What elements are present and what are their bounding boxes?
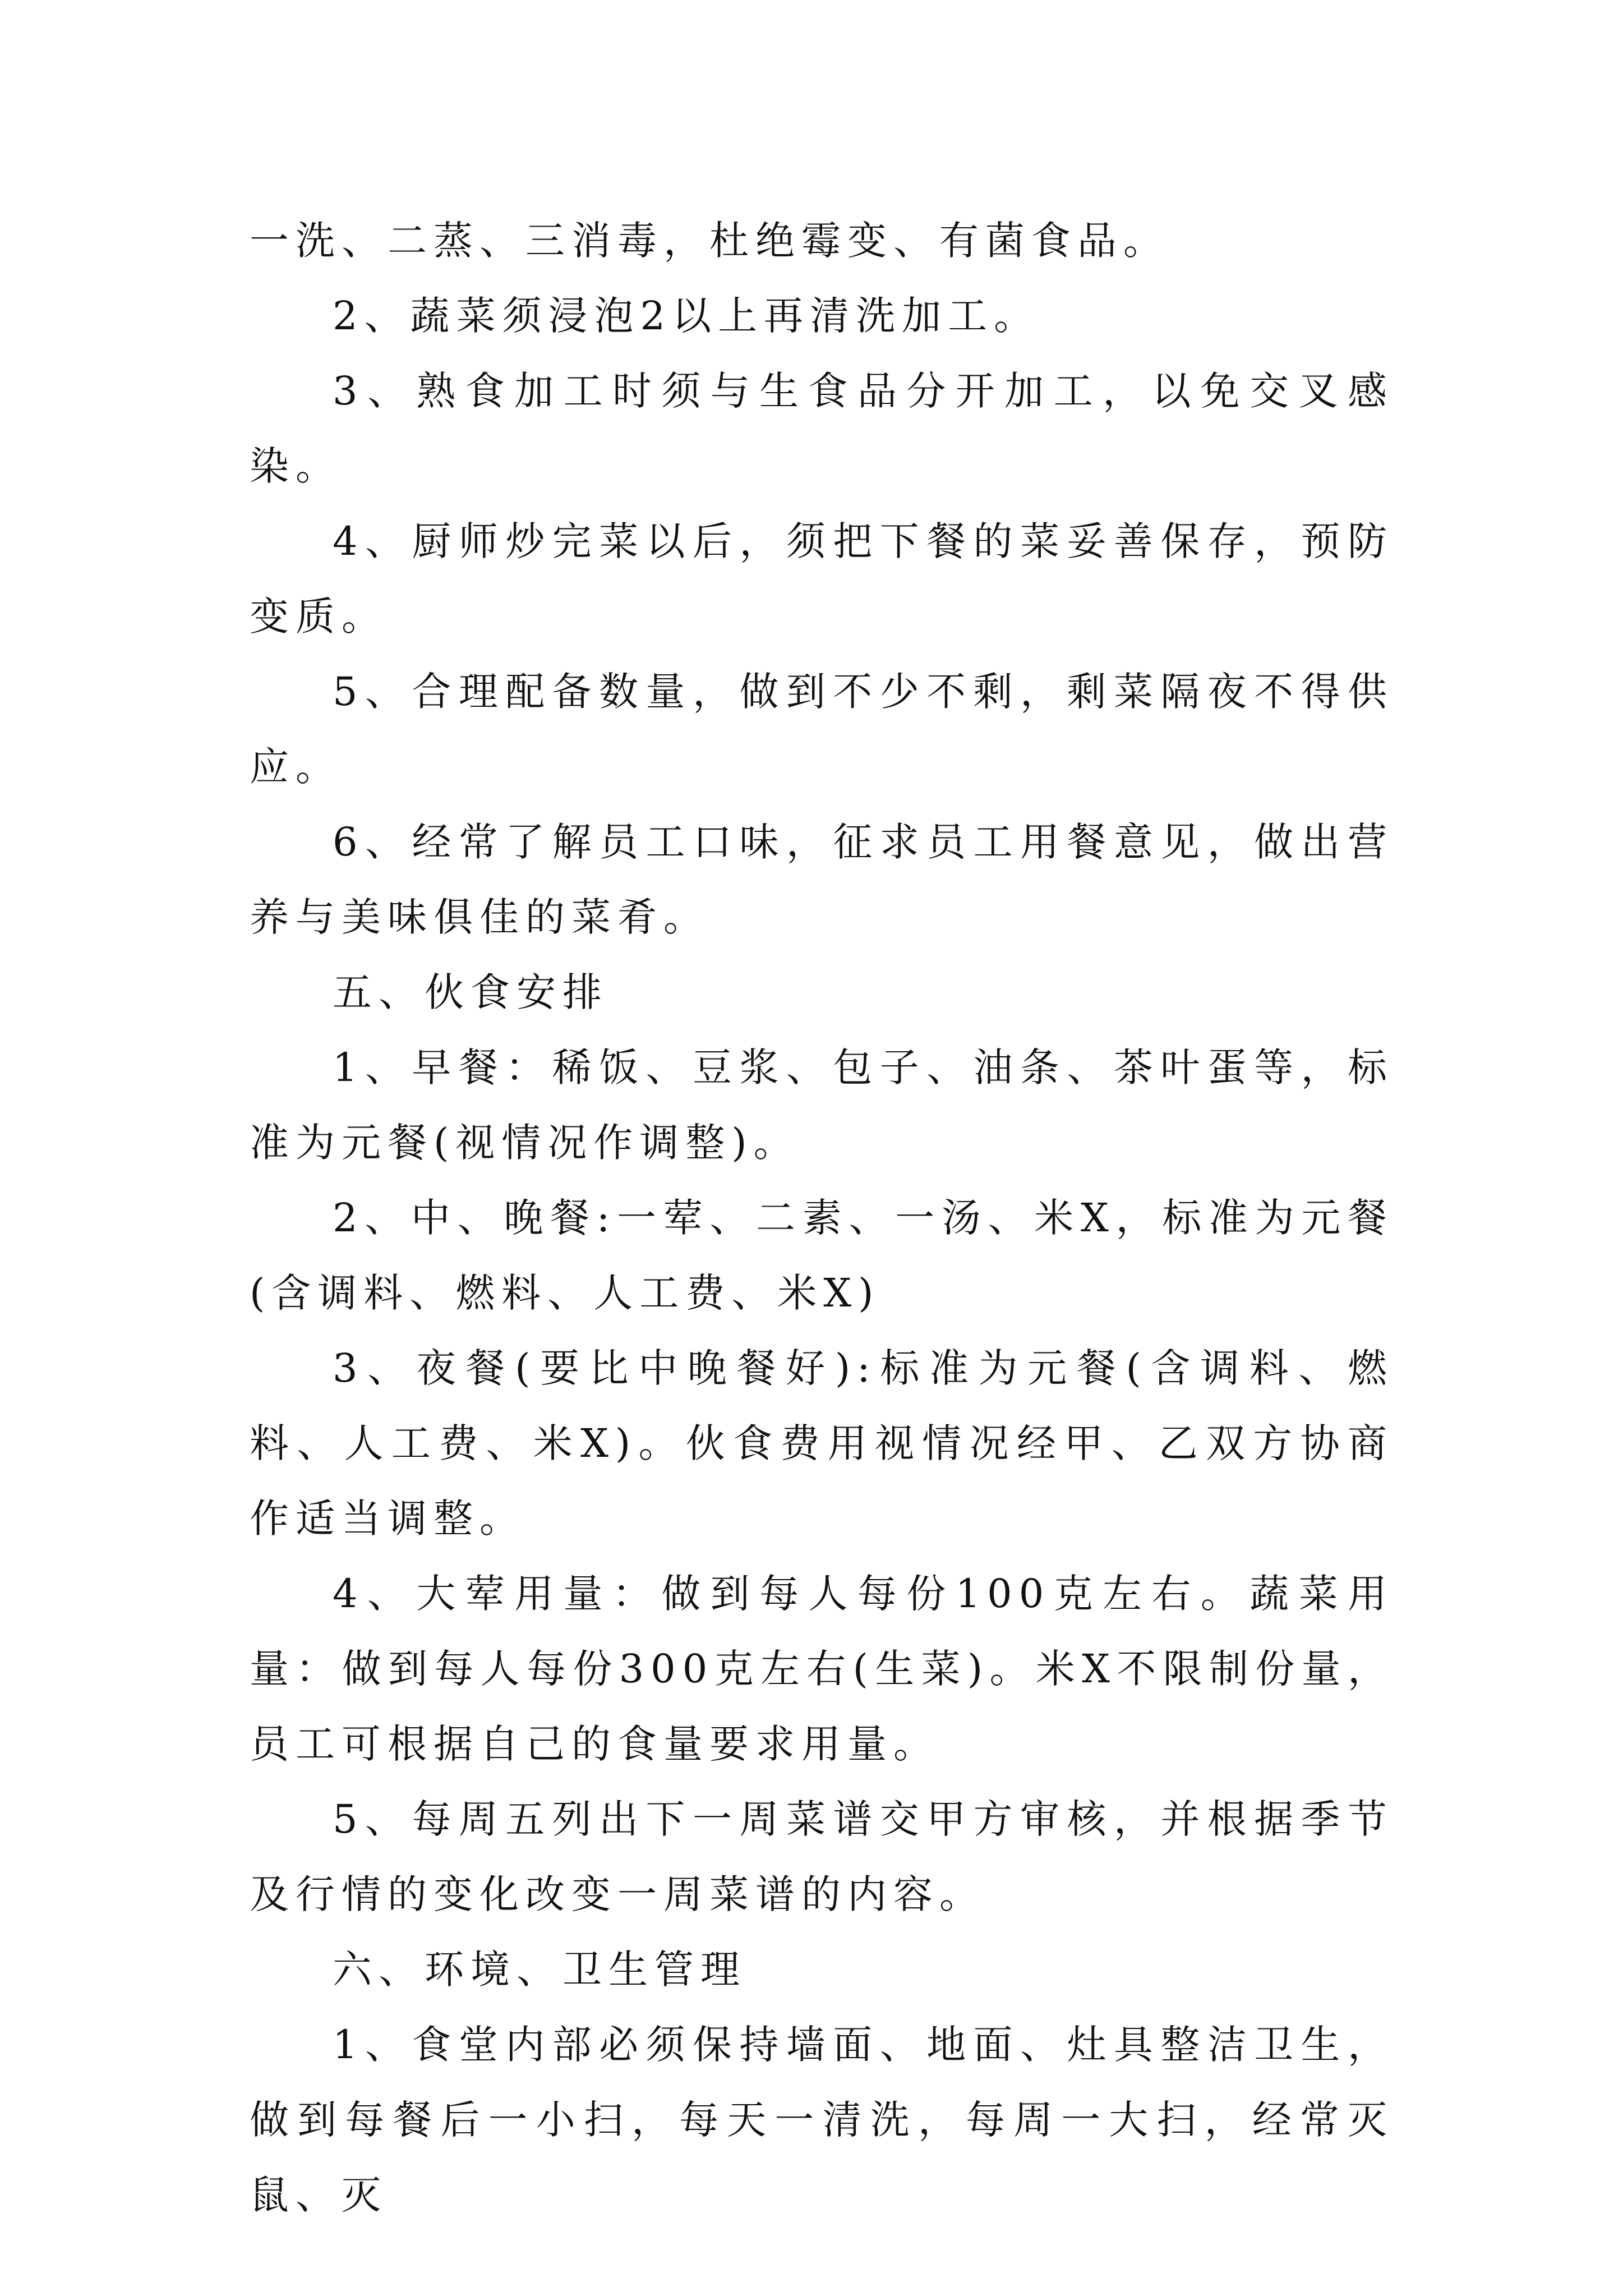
paragraph-continuation: 一洗、二蒸、三消毒，杜绝霉变、有菌食品。 <box>250 218 1169 264</box>
paragraph-lunch-dinner: 2、中、晚餐:一荤、二素、一汤、米X，标准为元餐(含调料、燃料、人工费、米X) <box>250 1195 1394 1316</box>
paragraph-cleaning: 1、食堂内部必须保持墙面、地面、灶具整洁卫生，做到每餐后一小扫，每天一清洗，每周一大扫，经常灭鼠、灭 <box>250 2022 1394 2218</box>
paragraph-item-6-feedback: 6、经常了解员工口味，征求员工用餐意见，做出营养与美味俱佳的菜肴。 <box>250 819 1394 940</box>
paragraph-breakfast: 1、早餐：稀饭、豆浆、包子、油条、茶叶蛋等，标准为元餐(视情况作调整)。 <box>250 1045 1394 1166</box>
paragraph-night-meal: 3、夜餐(要比中晚餐好):标准为元餐(含调料、燃料、人工费、米X)。伙食费用视情况经甲、乙双方协商作适当调整。 <box>250 1345 1394 1542</box>
paragraph-item-2-vegetables: 2、蔬菜须浸泡2以上再清洗加工。 <box>333 293 1040 339</box>
document-body <box>250 203 1394 2233</box>
paragraph-item-3-cooked-food: 3、熟食加工时须与生食品分开加工，以免交叉感染。 <box>250 368 1394 489</box>
section-heading-meal-arrangement: 五、伙食安排 <box>333 969 608 1015</box>
paragraph-weekly-menu: 5、每周五列出下一周菜谱交甲方审核，并根据季节及行情的变化改变一周菜谱的内容。 <box>250 1796 1394 1917</box>
section-heading-hygiene: 六、环境、卫生管理 <box>333 1947 746 1993</box>
paragraph-item-5-quantity: 5、合理配备数量，做到不少不剩，剩菜隔夜不得供应。 <box>250 669 1394 790</box>
paragraph-portion-size: 4、大荤用量：做到每人每份100克左右。蔬菜用量：做到每人每份300克左右(生菜)。米X不限制份量，员工可根据自己的食量要求用量。 <box>250 1571 1394 1767</box>
paragraph-item-4-storage: 4、厨师炒完菜以后，须把下餐的菜妥善保存，预防变质。 <box>250 518 1394 639</box>
